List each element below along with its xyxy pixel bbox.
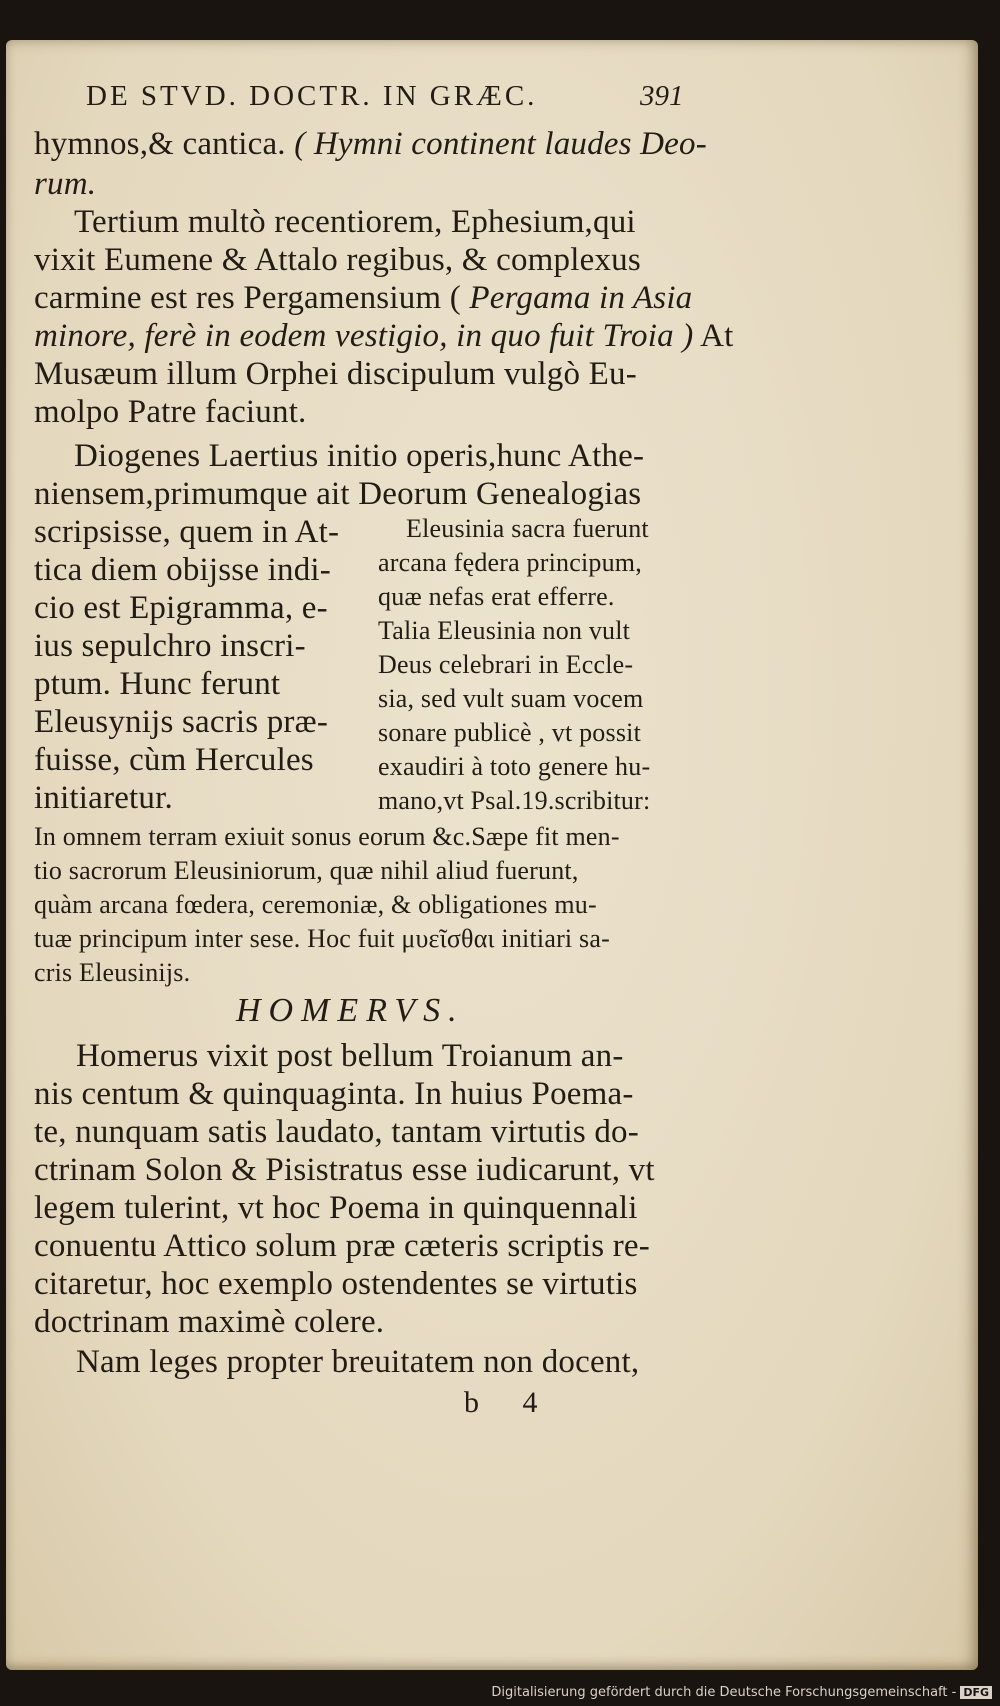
text-line: niensem,primumque ait Deorum Genealogias xyxy=(34,476,642,512)
dfg-logo: DFG xyxy=(960,1686,992,1699)
text-line: nis centum & quinquaginta. In huius Poema- xyxy=(34,1076,634,1112)
left-column-line: cio est Epigramma, e- xyxy=(34,590,328,626)
marginal-note-line: sonare publicè , vt possit xyxy=(378,718,641,747)
marginal-note-line: Deus celebrari in Eccle- xyxy=(378,650,634,679)
text-line: vixit Eumene & Attalo regibus, & complexus xyxy=(34,242,641,278)
note-line: In omnem terram exiuit sonus eorum &c.Sæpe fit men- xyxy=(34,822,620,851)
left-column-line: fuisse, cùm Hercules xyxy=(34,742,314,778)
text-line: conuentu Attico solum præ cæteris scriptis re- xyxy=(34,1228,650,1264)
text-line: rum. xyxy=(34,166,97,202)
text-line: hymnos,& cantica. ( Hymni continent laudes Deo- xyxy=(34,126,707,162)
text-line: Musæum illum Orphei discipulum vulgò Eu- xyxy=(34,356,637,392)
note-line: quàm arcana fœdera, ceremoniæ, & obligationes mu- xyxy=(34,890,597,919)
text-line: Homerus vixit post bellum Troianum an- xyxy=(76,1038,624,1074)
text-line: ctrinam Solon & Pisistratus esse iudicarunt, vt xyxy=(34,1152,655,1188)
text-line: legem tulerint, vt hoc Poema in quinquennali xyxy=(34,1190,638,1226)
marginal-note-line: quæ nefas erat efferre. xyxy=(378,582,615,611)
text-line: carmine est res Pergamensium ( Pergama in Asia xyxy=(34,280,693,316)
marginal-note-line: exaudiri à toto genere hu- xyxy=(378,752,651,781)
section-heading: HOMERVS. xyxy=(236,992,465,1029)
text-line: Diogenes Laertius initio operis,hunc Athe- xyxy=(74,438,645,474)
catchword-line: Nam leges propter breuitatem non docent, xyxy=(76,1344,640,1380)
page-number: 391 xyxy=(640,80,684,112)
note-line: cris Eleusinijs. xyxy=(34,958,191,987)
text-line: citaretur, hoc exemplo ostendentes se virtutis xyxy=(34,1266,638,1302)
left-column-line: tica diem obijsse indi- xyxy=(34,552,331,588)
running-title: DE STVD. DOCTR. IN GRÆC. xyxy=(86,80,538,112)
left-column-line: ius sepulchro inscri- xyxy=(34,628,306,664)
marginal-note-line: Talia Eleusinia non vult xyxy=(378,616,631,645)
text-line: doctrinam maximè colere. xyxy=(34,1304,385,1340)
note-line: tio sacrorum Eleusiniorum, quæ nihil aliud fuerunt, xyxy=(34,856,579,885)
left-column-line: scripsisse, quem in At- xyxy=(34,514,340,550)
left-column-line: ptum. Hunc ferunt xyxy=(34,666,281,702)
marginal-note-line: sia, sed vult suam vocem xyxy=(378,684,644,713)
marginal-note-line: arcana fędera principum, xyxy=(378,548,642,577)
note-line: tuæ principum inter sese. Hoc fuit μυεῖσθαι initiari sa- xyxy=(34,924,610,953)
text-line: Tertium multò recentiorem, Ephesium,qui xyxy=(74,204,636,240)
text-line: te, nunquam satis laudato, tantam virtutis do- xyxy=(34,1114,639,1150)
text-line: molpo Patre faciunt. xyxy=(34,394,307,430)
footer xyxy=(491,1685,992,1700)
signature-mark: b 4 xyxy=(464,1386,556,1419)
text-line: minore, ferè in eodem vestigio, in quo fuit Troia ) At xyxy=(34,318,734,354)
marginal-note-line: Eleusinia sacra fuerunt xyxy=(406,514,649,543)
left-column-line: initiaretur. xyxy=(34,780,173,816)
left-column-line: Eleusynijs sacris præ- xyxy=(34,704,329,740)
marginal-note-line: mano,vt Psal.19.scribitur: xyxy=(378,786,651,815)
footer-text: Digitalisierung gefördert durch die Deutsche Forschungsgemeinschaft - xyxy=(491,1685,957,1700)
